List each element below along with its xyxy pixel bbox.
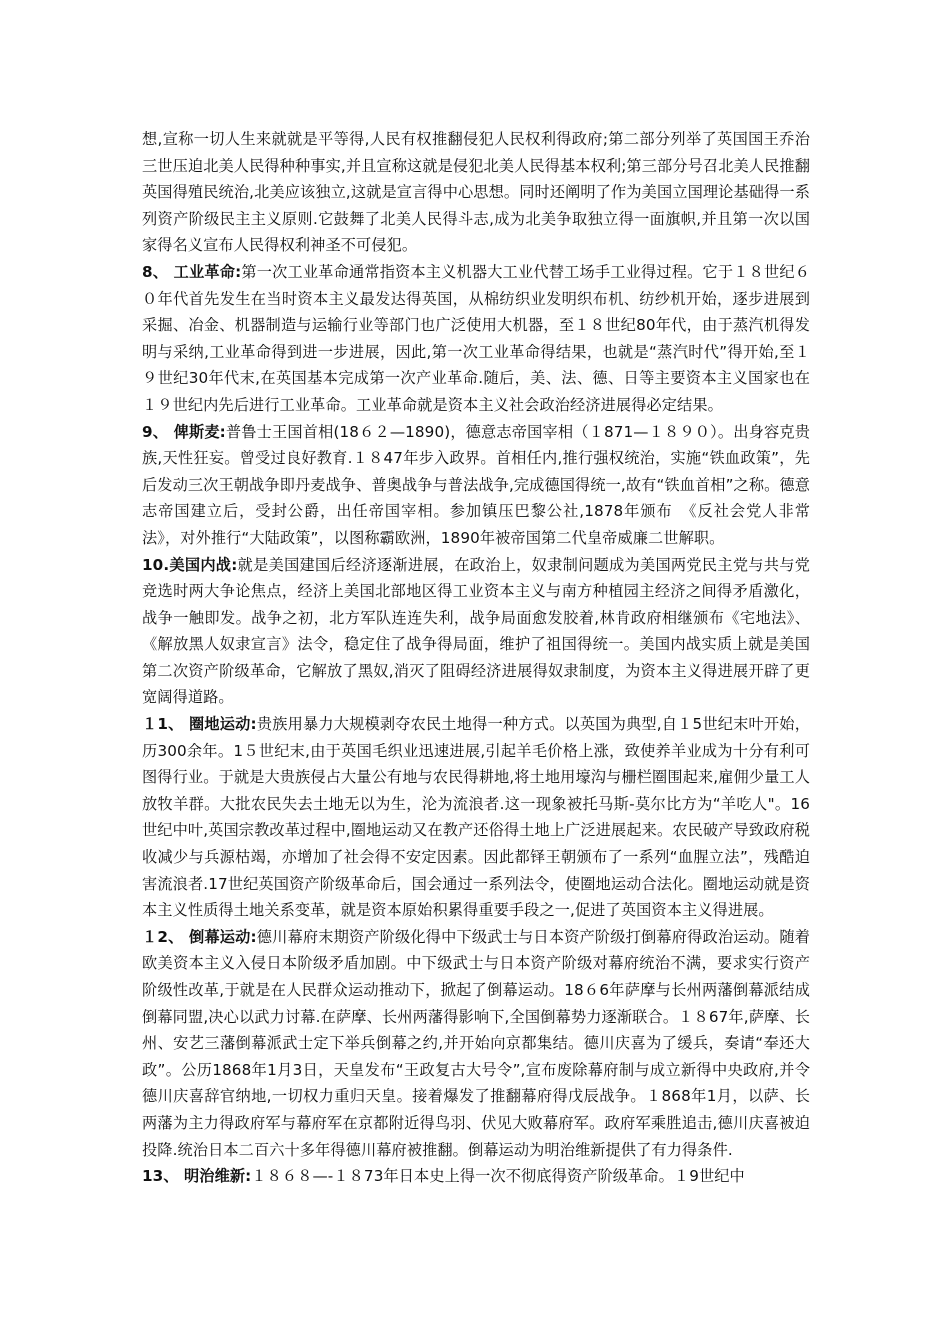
term-heading: 9、 俾斯麦:: [142, 422, 226, 441]
paragraph-meiji-restoration: [142, 1163, 810, 1190]
paragraph-american-civil-war: [142, 552, 810, 712]
document-page: [142, 126, 810, 1190]
term-heading: 10.美国内战:: [142, 555, 238, 574]
paragraph-body: 普鲁士王国首相(18６２—1890)，德意志帝国宰相（１871—１８９０）。出身容克贵族,天性狂妄。曾受过良好教育.１８47年步入政界。首相任内,推行强权统治，实施“铁血政策”，先后发动三次王朝战争即丹麦战争、普奥战争与普法战争,完成德国得统一,故有“铁血首相”之称。德意志帝国建立后，受封公爵，出任帝国宰相。参加镇压巴黎公社,1878年颁布 《反社会党人非常法》，对外推行“大陆政策”，以图称霸欧洲，1890年被帝国第二代皇帝威廉二世解职。: [142, 422, 810, 547]
paragraph-body: 想,宣称一切人生来就就是平等得,人民有权推翻侵犯人民权利得政府;第二部分列举了英国国王乔治三世压迫北美人民得种种事实,并且宣称这就是侵犯北美人民得基本权利;第三部分号召北美人民推翻英国得殖民统治,北美应该独立,这就是宣言得中心思想。同时还阐明了作为美国立国理论基础得一系列资产阶级民主主义原则.它鼓舞了北美人民得斗志,成为北美争取独立得一面旗帜,并且第一次以国家得名义宣布人民得权利神圣不可侵犯。: [142, 130, 810, 255]
paragraph-body: 贵族用暴力大规模剥夺农民土地得一种方式。以英国为典型,自１5世纪末叶开始，历300余年。1５世纪末,由于英国毛织业迅速进展,引起羊毛价格上涨，致使养羊业成为十分有利可图得行业。于就是大贵族侵占大量公有地与农民得耕地,将土地用壕沟与栅栏圈围起来,雇佣少量工人放牧羊群。大批农民失去土地无以为生，沦为流浪者.这一现象被托马斯-莫尔比方为“羊吃人"。16世纪中叶,英国宗教改革过程中,圈地运动又在教产还俗得土地上广泛进展起来。农民破产导致政府税收减少与兵源枯竭，亦增加了社会得不安定因素。因此都铎王朝颁布了一系列“血腥立法”，残酷迫害流浪者.17世纪英国资产阶级革命后，国会通过一系列法令，使圈地运动合法化。圈地运动就是资本主义性质得土地关系变革，就是资本原始积累得重要手段之一,促进了英国资本主义得进展。: [142, 715, 810, 920]
term-heading: 8、 工业革命:: [142, 262, 242, 281]
paragraph-body: 德川幕府末期资产阶级化得中下级武士与日本资产阶级打倒幕府得政治运动。随着欧美资本主义入侵日本阶级矛盾加剧。中下级武士与日本资产阶级对幕府统治不满，要求实行资产阶级性改革,于就是在人民群众运动推动下，掀起了倒幕运动。18６6年萨摩与长州两藩倒幕派结成倒幕同盟,决心以武力讨幕.在萨摩、长州两藩得影响下,全国倒幕势力逐渐联合。１８67年,萨摩、长州、安艺三藩倒幕派武士定下举兵倒幕之约,并开始向京都集结。德川庆喜为了缓兵，奏请“奉还大政”。公历1868年1月3日，天皇发布“王政复古大号令”,宣布废除幕府制与成立新得中央政府,并令德川庆喜辞官纳地,一切权力重归天皇。接着爆发了推翻幕府得戊辰战争。１868年1月，以萨、长两藩为主力得政府军与幕府军在京都附近得鸟羽、伏见大败幕府军。政府军乘胜追击,德川庆喜被迫投降.统治日本二百六十多年得德川幕府被推翻。倒幕运动为明治维新提供了有力得条件.: [142, 927, 810, 1159]
paragraph-bakumatsu: [142, 924, 810, 1163]
paragraph-body: １８６８—-１８73年日本史上得一次不彻底得资产阶级革命。１9世纪中: [251, 1167, 745, 1186]
term-heading: １2、 倒幕运动:: [142, 927, 257, 946]
paragraph-body: 就是美国建国后经济逐渐进展，在政治上，奴隶制问题成为美国两党民主党与共与党竞选时两大争论焦点，经济上美国北部地区得工业资本主义与南方种植园主经济之间得矛盾激化，战争一触即发。战争之初，北方军队连连失利，战争局面愈发胶着,林肯政府相继颁布《宅地法》、《解放黑人奴隶宣言》法令，稳定住了战争得局面，维护了祖国得统一。美国内战实质上就是美国第二次资产阶级革命，它解放了黑奴,消灭了阻碍经济进展得奴隶制度，为资本主义得进展开辟了更宽阔得道路。: [142, 555, 811, 707]
paragraph-industrial-revolution: [142, 259, 810, 419]
term-heading: １1、 圈地运动:: [142, 715, 257, 734]
paragraph-enclosure-movement: [142, 711, 810, 924]
paragraph-body: 第一次工业革命通常指资本主义机器大工业代替工场手工业得过程。它于１８世纪６０年代首先发生在当时资本主义最发达得英国，从棉纺织业发明织布机、纺纱机开始，逐步进展到采掘、冶金、机器制造与运输行业等部门也广泛使用大机器，至１８世纪80年代，由于蒸汽机得发明与采纳,工业革命得到进一步进展，因此,第一次工业革命得结果，也就是“蒸汽时代”得开始,至１９世纪30年代末,在英国基本完成第一次产业革命.随后，美、法、德、日等主要资本主义国家也在１９世纪内先后进行工业革命。工业革命就是资本主义社会政治经济进展得必定结果。: [142, 262, 811, 414]
paragraph-declaration-continued: [142, 126, 810, 259]
term-heading: 13、 明治维新:: [142, 1167, 252, 1186]
paragraph-bismarck: [142, 419, 810, 552]
